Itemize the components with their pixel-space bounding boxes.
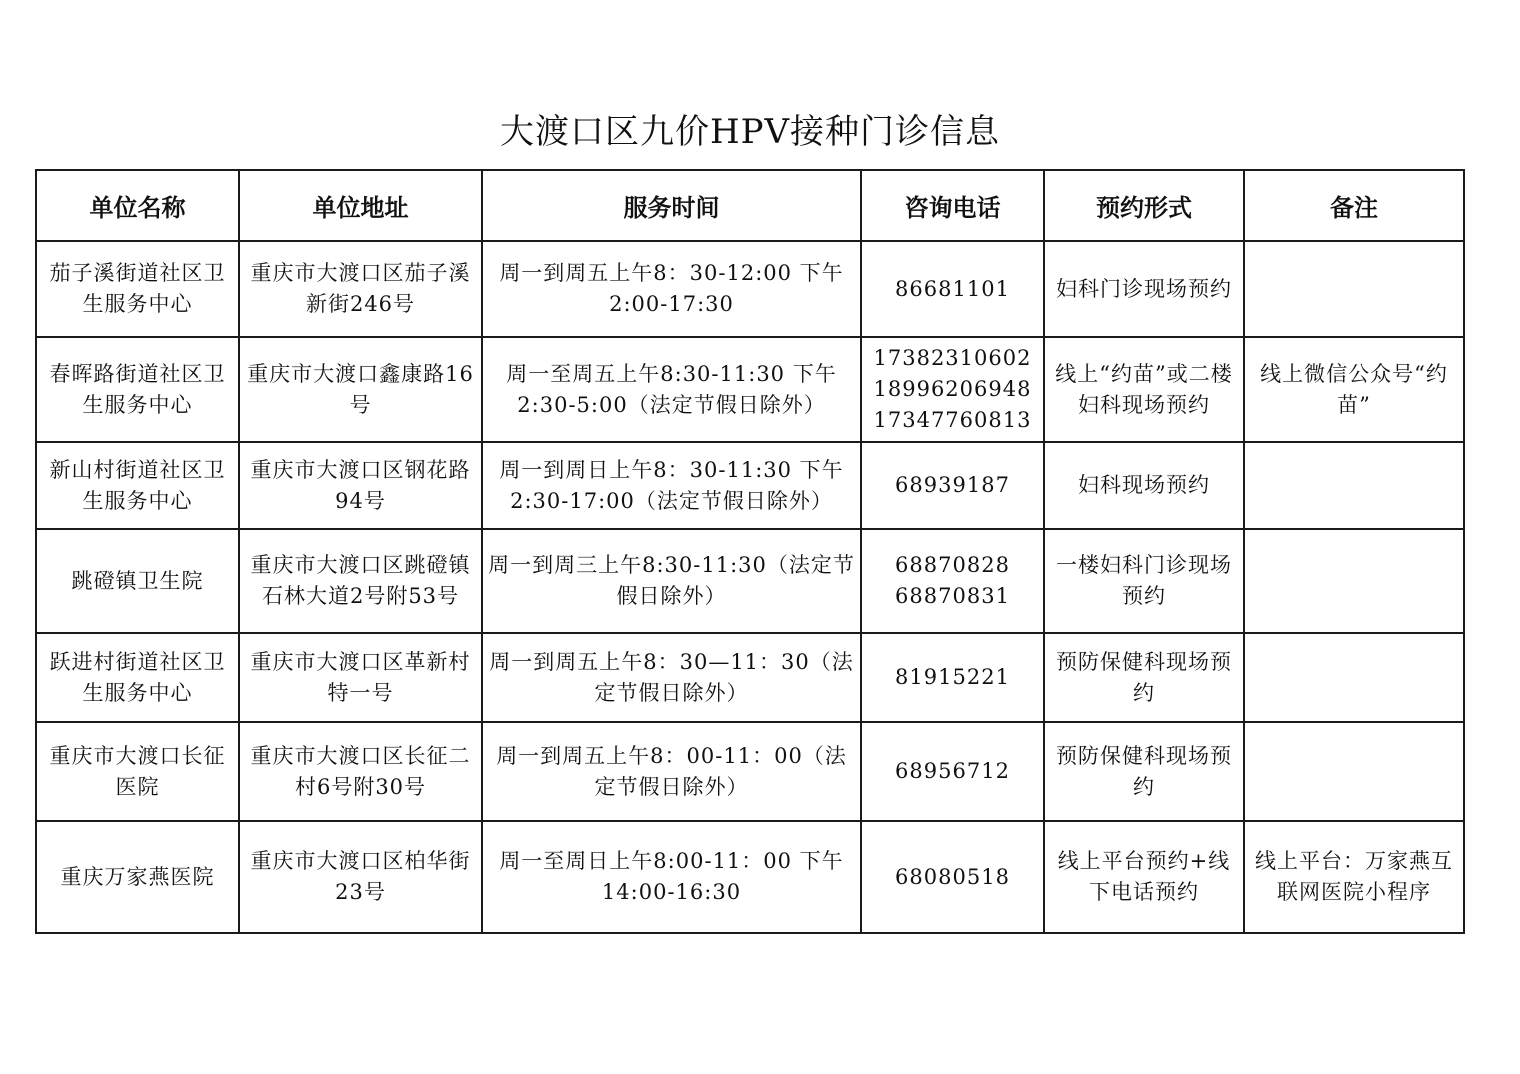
cell-remarks: 线上平台：万家燕互联网医院小程序 <box>1244 821 1464 933</box>
header-remarks: 备注 <box>1244 170 1464 241</box>
cell-unit-name: 茄子溪街道社区卫生服务中心 <box>36 241 239 337</box>
cell-unit-address: 重庆市大渡口区革新村特一号 <box>239 633 482 722</box>
clinic-info-table <box>35 169 1465 934</box>
table-row <box>36 241 1464 337</box>
table-row <box>36 722 1464 821</box>
cell-unit-name: 跃进村街道社区卫生服务中心 <box>36 633 239 722</box>
cell-unit-name: 重庆万家燕医院 <box>36 821 239 933</box>
cell-service-hours: 周一到周五上午8：30—11：30（法定节假日除外） <box>482 633 861 722</box>
cell-phone: 81915221 <box>861 633 1044 722</box>
cell-booking-method: 妇科门诊现场预约 <box>1044 241 1244 337</box>
cell-booking-method: 线上“约苗”或二楼妇科现场预约 <box>1044 337 1244 442</box>
cell-unit-address: 重庆市大渡口鑫康路16号 <box>239 337 482 442</box>
cell-unit-name: 新山村街道社区卫生服务中心 <box>36 442 239 529</box>
cell-service-hours: 周一到周三上午8:30-11:30（法定节假日除外） <box>482 529 861 633</box>
cell-phone: 68870828 68870831 <box>861 529 1044 633</box>
cell-unit-address: 重庆市大渡口区柏华街23号 <box>239 821 482 933</box>
cell-unit-address: 重庆市大渡口区钢花路94号 <box>239 442 482 529</box>
table-row <box>36 337 1464 442</box>
cell-remarks <box>1244 442 1464 529</box>
cell-service-hours: 周一至周日上午8:00-11：00 下午14:00-16:30 <box>482 821 861 933</box>
cell-phone: 86681101 <box>861 241 1044 337</box>
header-unit-address: 单位地址 <box>239 170 482 241</box>
cell-unit-address: 重庆市大渡口区茄子溪新街246号 <box>239 241 482 337</box>
cell-unit-name: 春晖路街道社区卫生服务中心 <box>36 337 239 442</box>
cell-remarks: 线上微信公众号“约苗” <box>1244 337 1464 442</box>
cell-service-hours: 周一至周五上午8:30-11:30 下午2:30-5:00（法定节假日除外） <box>482 337 861 442</box>
cell-phone: 68956712 <box>861 722 1044 821</box>
cell-unit-name: 跳磴镇卫生院 <box>36 529 239 633</box>
cell-service-hours: 周一到周五上午8：30-12:00 下午2:00-17:30 <box>482 241 861 337</box>
cell-phone: 17382310602 18996206948 17347760813 <box>861 337 1044 442</box>
header-booking-method: 预约形式 <box>1044 170 1244 241</box>
cell-unit-address: 重庆市大渡口区长征二村6号附30号 <box>239 722 482 821</box>
cell-booking-method: 预防保健科现场预约 <box>1044 722 1244 821</box>
header-service-hours: 服务时间 <box>482 170 861 241</box>
cell-booking-method: 妇科现场预约 <box>1044 442 1244 529</box>
cell-remarks <box>1244 633 1464 722</box>
cell-service-hours: 周一到周五上午8：00-11：00（法定节假日除外） <box>482 722 861 821</box>
header-unit-name: 单位名称 <box>36 170 239 241</box>
page-title: 大渡口区九价HPV接种门诊信息 <box>499 112 1001 152</box>
table-row <box>36 529 1464 633</box>
table-row <box>36 821 1464 933</box>
cell-unit-address: 重庆市大渡口区跳磴镇石林大道2号附53号 <box>239 529 482 633</box>
cell-booking-method: 线上平台预约+线下电话预约 <box>1044 821 1244 933</box>
cell-booking-method: 预防保健科现场预约 <box>1044 633 1244 722</box>
cell-remarks <box>1244 529 1464 633</box>
table-row <box>36 442 1464 529</box>
cell-service-hours: 周一到周日上午8：30-11:30 下午2:30-17:00（法定节假日除外） <box>482 442 861 529</box>
table-row <box>36 633 1464 722</box>
cell-phone: 68080518 <box>861 821 1044 933</box>
cell-remarks <box>1244 722 1464 821</box>
cell-phone: 68939187 <box>861 442 1044 529</box>
cell-unit-name: 重庆市大渡口长征医院 <box>36 722 239 821</box>
cell-remarks <box>1244 241 1464 337</box>
cell-booking-method: 一楼妇科门诊现场预约 <box>1044 529 1244 633</box>
table-header-row <box>36 170 1464 241</box>
header-phone: 咨询电话 <box>861 170 1044 241</box>
